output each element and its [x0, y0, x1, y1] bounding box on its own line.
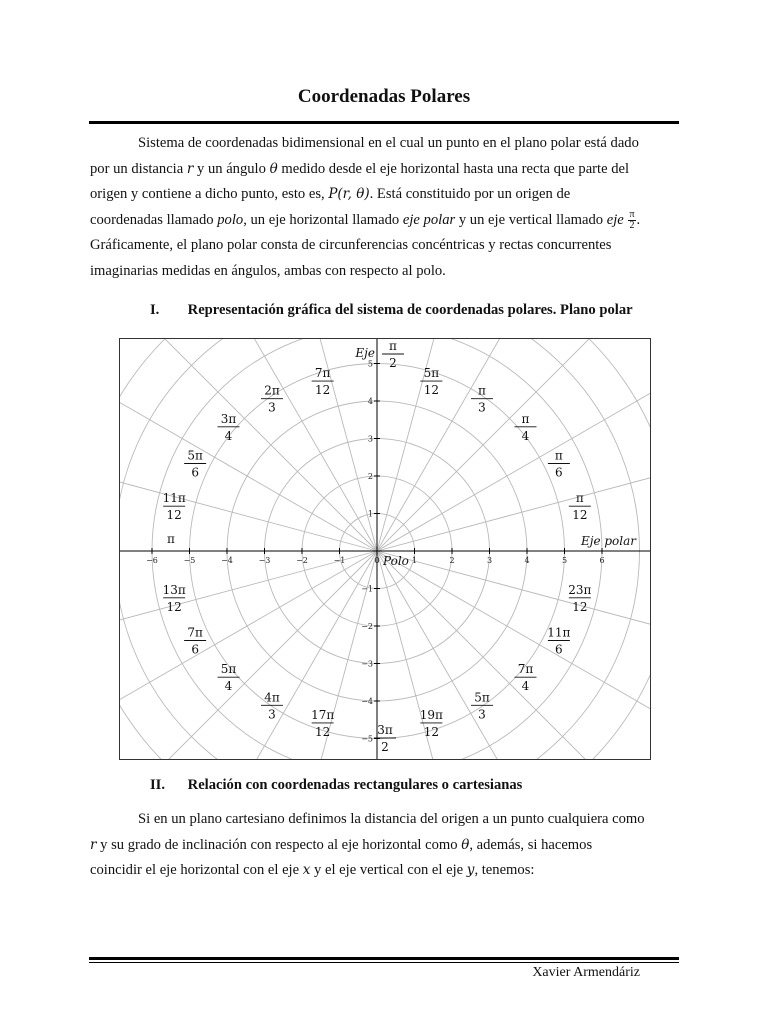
- para2-line-1: Si en un plano cartesiano definimos la distancia del origen a un punto cualquiera como: [138, 811, 645, 827]
- section-2-title: Relación con coordenadas rectangulares o cartesianas: [187, 777, 523, 793]
- angle-label-numerator: 13π: [162, 582, 186, 597]
- angle-label-numerator: 3π: [377, 723, 393, 737]
- intro-text: y un eje vertical llamado: [458, 211, 604, 228]
- symbol-theta: θ: [269, 160, 278, 177]
- intro-line-1: Sistema de coordenadas bidimensional en el cual un punto en el plano polar está dado: [138, 135, 639, 151]
- angle-label-denominator: 6: [555, 642, 563, 657]
- intro-line-6: imaginarias medidas en ángulos, ambas con respecto al polo.: [90, 262, 446, 279]
- symbol-x: x: [302, 862, 311, 878]
- fraction-num: π: [629, 208, 635, 220]
- para2-text: y el eje vertical con el eje: [314, 862, 464, 878]
- angle-label-denominator: 12: [572, 599, 588, 614]
- polar-plane-svg: [120, 339, 650, 759]
- angle-label-numerator: 11π: [547, 625, 571, 640]
- intro-line-2: [90, 157, 680, 183]
- angle-label-numerator: 7π: [187, 625, 203, 640]
- section-2-paragraph: [90, 807, 680, 884]
- angle-label-denominator: 3: [268, 400, 276, 415]
- fraction-pi-half: [628, 210, 635, 231]
- polar-axis-label: Eje polar: [580, 534, 636, 548]
- angle-label-numerator: 5π: [423, 366, 440, 381]
- intro-paragraph: [90, 131, 680, 284]
- x-tick-label: −4: [221, 556, 233, 565]
- radial-line: [222, 551, 380, 759]
- intro-text: y un ángulo: [197, 160, 266, 177]
- radial-line: [377, 339, 650, 551]
- angle-label-denominator: 2: [389, 356, 397, 370]
- y-tick-label: −2: [361, 622, 373, 631]
- y-tick-label: 2: [367, 472, 373, 481]
- symbol-r: r: [186, 160, 194, 177]
- section-1-heading: [150, 302, 633, 319]
- angle-label-numerator: 23π: [568, 582, 592, 597]
- intro-text: coordenadas llamado: [90, 211, 214, 228]
- footer-divider-thin: [89, 962, 679, 963]
- vertical-axis-label: Eje: [355, 346, 375, 360]
- x-tick-label: 0: [374, 556, 380, 565]
- angle-label-denominator: 12: [166, 508, 182, 523]
- radial-line: [222, 339, 377, 551]
- term-eje-polar: eje polar: [402, 211, 456, 228]
- angle-label-numerator: 2π: [264, 383, 280, 398]
- para2-text: coincidir el eje horizontal con el eje: [90, 862, 300, 878]
- angle-label-numerator: 3π: [220, 411, 237, 426]
- angle-label-denominator: 12: [423, 724, 439, 739]
- angle-label-numerator: 7π: [314, 366, 331, 381]
- page-title: Coordenadas Polares: [297, 86, 471, 107]
- radial-line: [377, 551, 650, 759]
- section-2-heading: [150, 777, 522, 794]
- y-tick-label: −3: [361, 659, 373, 669]
- angle-label-denominator: 12: [572, 508, 588, 523]
- intro-text: , un eje horizontal llamado: [243, 211, 400, 228]
- angle-label-numerator: π: [478, 383, 486, 398]
- section-1-number: I.: [150, 302, 160, 318]
- para2-text: , además, si hacemos: [469, 836, 593, 853]
- angle-label-denominator: 12: [166, 599, 182, 614]
- radial-line: [120, 551, 380, 759]
- angle-label-denominator: 12: [315, 724, 331, 739]
- y-tick-label: 1: [367, 509, 373, 519]
- fraction-den: 2: [629, 219, 635, 231]
- angle-label-denominator: 3: [478, 400, 486, 415]
- angle-label-numerator: π: [389, 339, 397, 353]
- angle-label-denominator: 12: [315, 383, 331, 398]
- x-tick-label: −2: [296, 556, 308, 565]
- x-tick-label: −5: [183, 556, 196, 565]
- angle-label-denominator: 4: [224, 679, 233, 694]
- y-tick-label: −4: [361, 697, 373, 706]
- term-polo: polo: [217, 211, 244, 228]
- y-tick-label: −1: [361, 584, 373, 594]
- intro-text: . Está constituido por un origen de: [369, 186, 571, 202]
- angle-label-numerator: 17π: [311, 707, 335, 722]
- polar-plane-figure: [119, 338, 651, 760]
- x-tick-label: −3: [258, 556, 271, 565]
- x-tick-label: 6: [599, 556, 605, 565]
- intro-line-5: Gráficamente, el plano polar consta de circunferencias concéntricas y rectas concurrentes: [90, 237, 612, 253]
- radial-line: [377, 551, 650, 759]
- angle-label-denominator: 4: [521, 679, 530, 694]
- section-2-number: II.: [150, 777, 166, 793]
- angle-label-denominator: 6: [555, 465, 563, 480]
- angle-label-numerator: π: [554, 448, 563, 463]
- angle-label-denominator: 12: [423, 383, 439, 398]
- angle-label-numerator: 5π: [187, 448, 203, 463]
- symbol-theta: θ: [461, 836, 470, 853]
- intro-text: medido desde el eje horizontal hasta una recta que parte del: [281, 160, 630, 177]
- y-tick-label: 3: [367, 434, 373, 444]
- radial-line: [377, 339, 650, 551]
- x-tick-label: −1: [333, 556, 346, 565]
- symbol-y: y: [466, 862, 475, 878]
- para2-line-3: [90, 858, 680, 884]
- angle-label-numerator: π: [521, 411, 530, 426]
- angle-label-denominator: 3: [478, 707, 486, 722]
- angle-label-numerator: 7π: [517, 662, 534, 677]
- radial-line: [377, 551, 532, 759]
- x-tick-label: 4: [524, 556, 530, 565]
- radial-line: [120, 551, 380, 759]
- y-tick-label: 4: [367, 397, 373, 406]
- angle-label-denominator: 4: [521, 428, 530, 443]
- radial-line: [377, 551, 650, 759]
- intro-text: .: [636, 211, 641, 228]
- term-eje: eje: [606, 211, 624, 228]
- para2-text: , tenemos:: [474, 862, 535, 878]
- y-tick-label: 5: [367, 359, 373, 369]
- angle-label-numerator: 5π: [220, 662, 237, 677]
- x-tick-label: 1: [411, 556, 418, 565]
- angle-label-numerator: 19π: [419, 707, 443, 722]
- angle-label-denominator: 4: [224, 428, 233, 443]
- symbol-point: P(r, θ): [328, 186, 370, 202]
- x-tick-label: 2: [449, 556, 455, 565]
- footer-author: Xavier Armendáriz: [532, 965, 640, 980]
- x-tick-label: −6: [146, 556, 158, 565]
- pole-label: Polo: [383, 554, 409, 568]
- para2-line-2: [90, 833, 680, 859]
- symbol-r: r: [90, 836, 97, 853]
- polar-grid-group: [120, 339, 650, 759]
- angle-label-denominator: 6: [191, 642, 199, 657]
- radial-line: [120, 551, 380, 759]
- y-tick-label: −5: [361, 734, 373, 744]
- title-divider: [89, 121, 679, 124]
- section-1-title: Representación gráfica del sistema de coordenadas polares. Plano polar: [187, 302, 633, 318]
- radial-line: [377, 339, 650, 551]
- para2-text: y su grado de inclinación con respecto al eje horizontal como: [100, 836, 458, 853]
- angle-label-denominator: 2: [381, 740, 389, 754]
- angle-label-numerator: 4π: [264, 690, 280, 705]
- angle-label-numerator: 5π: [474, 690, 490, 705]
- intro-text: por un distancia: [90, 160, 184, 177]
- angle-label: π: [167, 532, 175, 546]
- x-tick-label: 3: [486, 556, 493, 565]
- intro-text: origen y contiene a dicho punto, esto es,: [90, 186, 325, 202]
- x-tick-label: 5: [561, 556, 568, 565]
- angle-label-numerator: 11π: [162, 491, 186, 506]
- angle-label-denominator: 6: [191, 465, 199, 480]
- footer-divider-thick: [89, 957, 679, 960]
- radial-line: [377, 339, 532, 551]
- angle-label-denominator: 3: [268, 707, 276, 722]
- intro-line-3: [90, 182, 680, 208]
- angle-label-numerator: π: [575, 491, 584, 506]
- intro-line-4: [90, 208, 680, 234]
